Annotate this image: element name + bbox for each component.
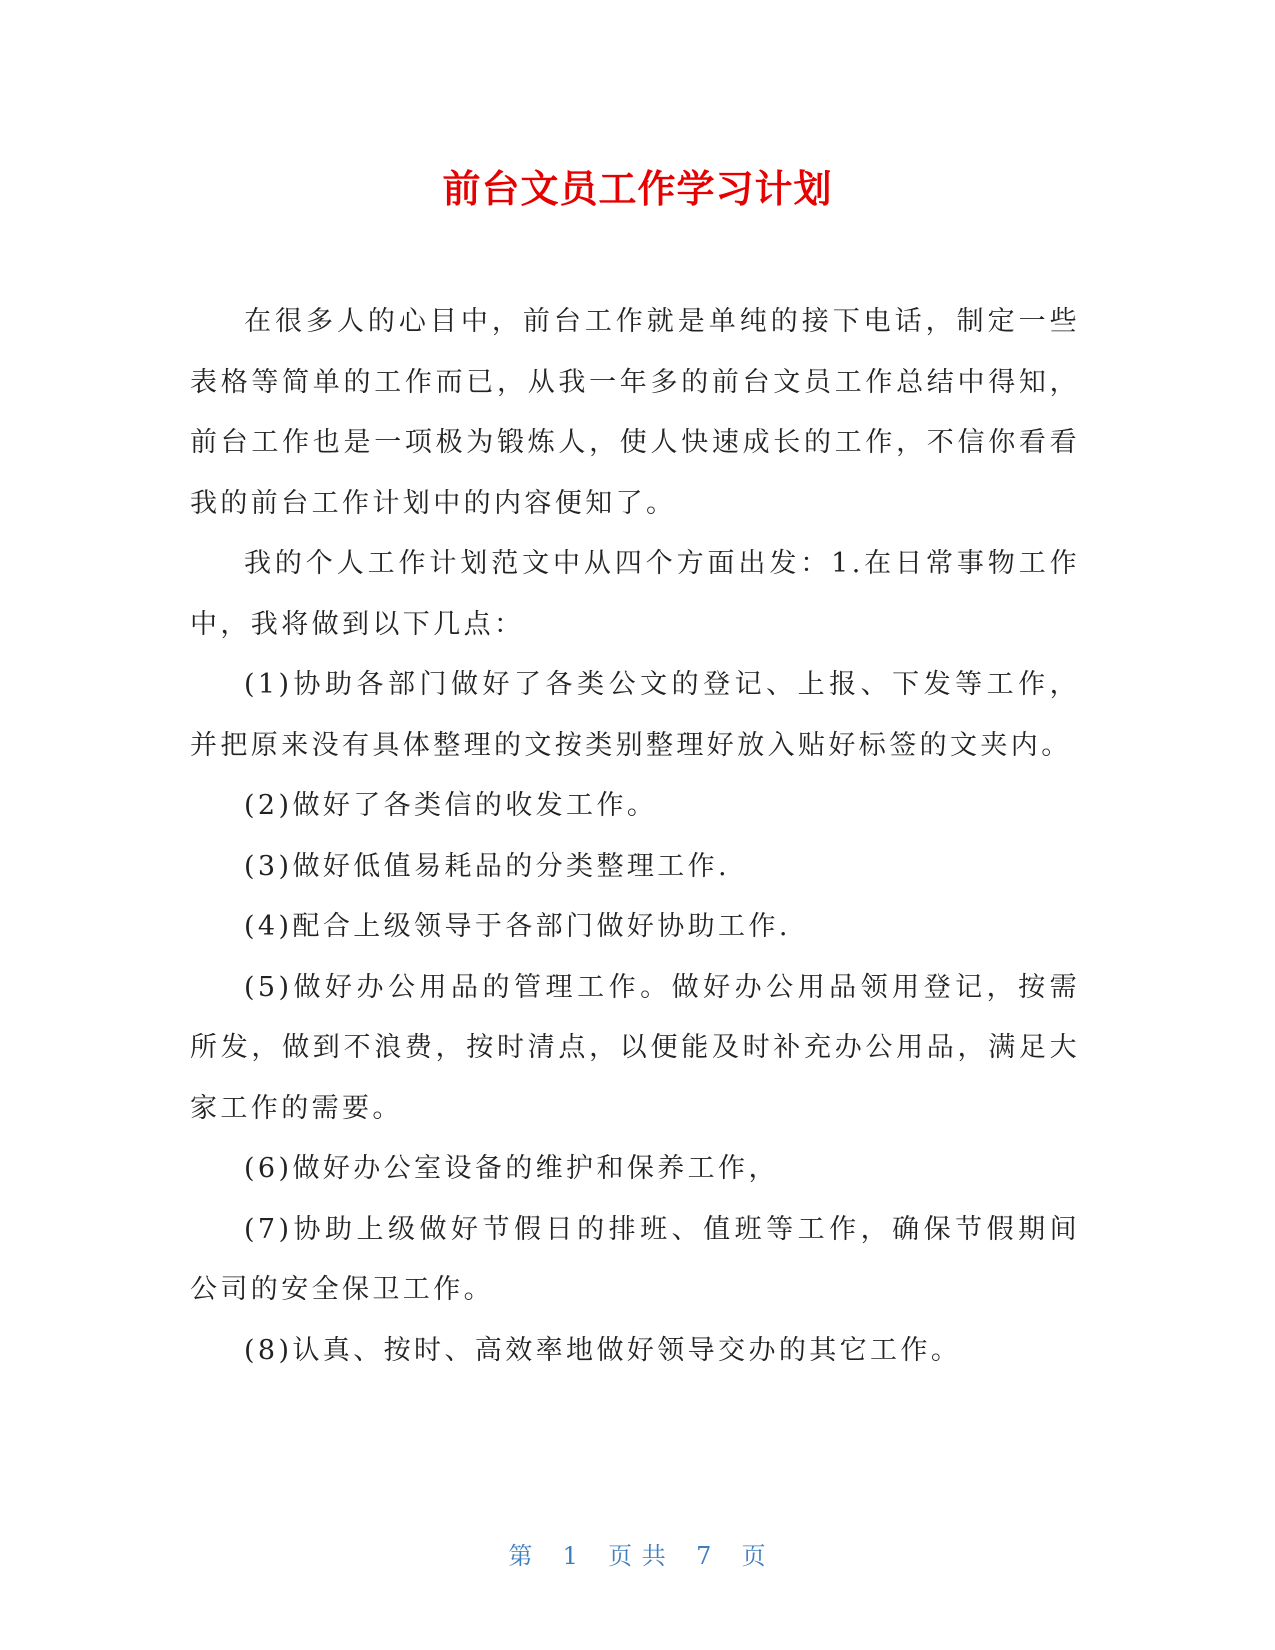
paragraph: (3)做好低值易耗品的分类整理工作. [244,850,731,882]
document-body [190,292,1080,1381]
paragraph: (1)协助各部门做好了各类公文的登记、上报、下发等工作，并把原来没有具体整理的文按类别整理好放入贴好标签的文夹内。 [190,669,1080,761]
footer-suffix: 页 [741,1542,767,1570]
document-title: 前台文员工作学习计划 [442,167,833,211]
footer-current-page: 1 [562,1542,579,1570]
paragraph: (2)做好了各类信的收发工作。 [244,790,658,821]
page-footer [0,1541,1275,1571]
footer-prefix: 第 [508,1542,534,1570]
paragraph: (4)配合上级领导于各部门做好协助工作. [244,911,791,942]
footer-middle: 页 共 [608,1542,667,1570]
paragraph: 我的个人工作计划范文中从四个方面出发：1.在日常事物工作中，我将做到以下几点： [190,548,1080,640]
paragraph: (8)认真、按时、高效率地做好领导交办的其它工作。 [244,1334,962,1366]
paragraph: 在很多人的心目中，前台工作就是单纯的接下电话，制定一些表格等简单的工作而已，从我一年多的前台文员工作总结中得知，前台工作也是一项极为锻炼人，使人快速成长的工作，不信你看看我的前台工作计划中的内容便知了。 [190,306,1080,519]
footer-total-pages: 7 [696,1542,713,1570]
paragraph: (6)做好办公室设备的维护和保养工作， [244,1153,779,1184]
paragraph: (5)做好办公用品的管理工作。做好办公用品领用登记，按需所发，做到不浪费，按时清点，以便能及时补充办公用品，满足大家工作的需要。 [190,971,1080,1124]
paragraph: (7)协助上级做好节假日的排班、值班等工作，确保节假期间公司的安全保卫工作。 [190,1213,1080,1305]
